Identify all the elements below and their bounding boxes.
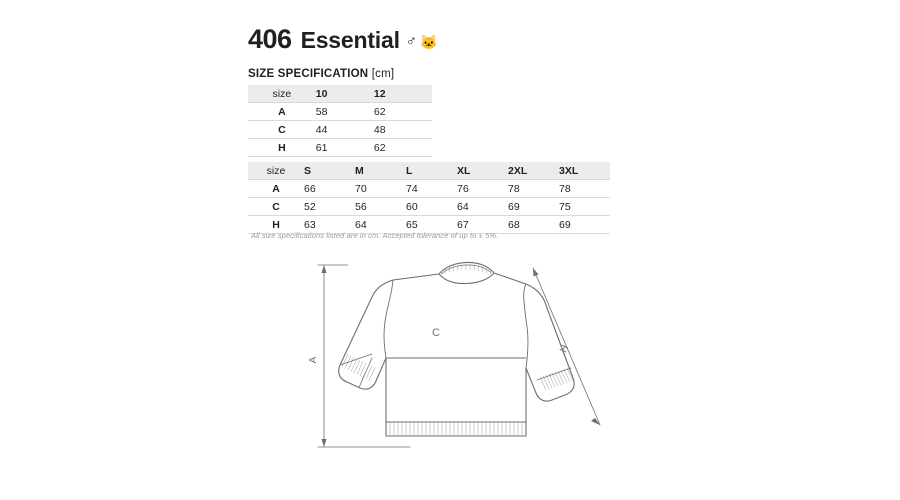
table-row [248,198,610,216]
spec-heading-text: SIZE SPECIFICATION [248,68,369,80]
cell-c-s: 52 [304,198,355,216]
spec-unit-label: [cm] [371,68,395,80]
page-title [248,26,437,53]
product-number: 406 [248,24,292,54]
cell-a-xl: 76 [457,180,508,198]
cell-h-2xl: 68 [508,216,559,234]
title-icon-group [406,34,438,49]
cell-c-10: 44 [316,121,374,139]
cell-h-10: 61 [316,139,374,157]
table-row [248,162,610,180]
cell-c-2xl: 69 [508,198,559,216]
cell-c-m: 56 [355,198,406,216]
size-table-adults [248,162,610,234]
table-row [248,103,432,121]
cell-h-m: 64 [355,216,406,234]
row-label-a: A [248,103,316,121]
column-header-m: M [355,162,406,180]
cell-a-l: 74 [406,180,457,198]
column-header-12: 12 [374,85,432,103]
column-header-xl: XL [457,162,508,180]
cell-c-12: 48 [374,121,432,139]
cell-a-m: 70 [355,180,406,198]
row-label-h: H [248,216,304,234]
tolerance-disclaimer: All size specifications listed are in cm. Accepted tolerance of up to ± 5%. [251,231,499,240]
cell-a-2xl: 78 [508,180,559,198]
table-row [248,121,432,139]
column-header-l: L [406,162,457,180]
table-row [248,85,432,103]
cell-a-12: 62 [374,103,432,121]
row-label-c: C [248,198,304,216]
row-label-c: C [248,121,316,139]
cat-icon: 🐱 [420,33,438,50]
table-row [248,139,432,157]
cell-h-3xl: 69 [559,216,610,234]
cell-a-s: 66 [304,180,355,198]
cell-h-xl: 67 [457,216,508,234]
cell-a-10: 58 [316,103,374,121]
cell-c-xl: 64 [457,198,508,216]
cell-h-l: 65 [406,216,457,234]
size-table-kids [248,85,432,157]
column-header-size: size [248,162,304,180]
row-label-h: H [248,139,316,157]
measurement-label-h: H [558,343,572,355]
column-header-s: S [304,162,355,180]
column-header-2xl: 2XL [508,162,559,180]
measurement-label-c: C [432,327,440,339]
cell-c-l: 60 [406,198,457,216]
column-header-3xl: 3XL [559,162,610,180]
cell-h-12: 62 [374,139,432,157]
cell-a-3xl: 78 [559,180,610,198]
garment-technical-drawing [290,250,650,490]
cell-c-3xl: 75 [559,198,610,216]
product-name: Essential [300,27,400,53]
mars-icon: ♂ [405,33,418,50]
size-specification-heading [248,68,394,80]
table-row [248,180,610,198]
measurement-label-a: A [308,356,319,364]
row-label-a: A [248,180,304,198]
column-header-size: size [248,85,316,103]
column-header-10: 10 [316,85,374,103]
cell-h-s: 63 [304,216,355,234]
